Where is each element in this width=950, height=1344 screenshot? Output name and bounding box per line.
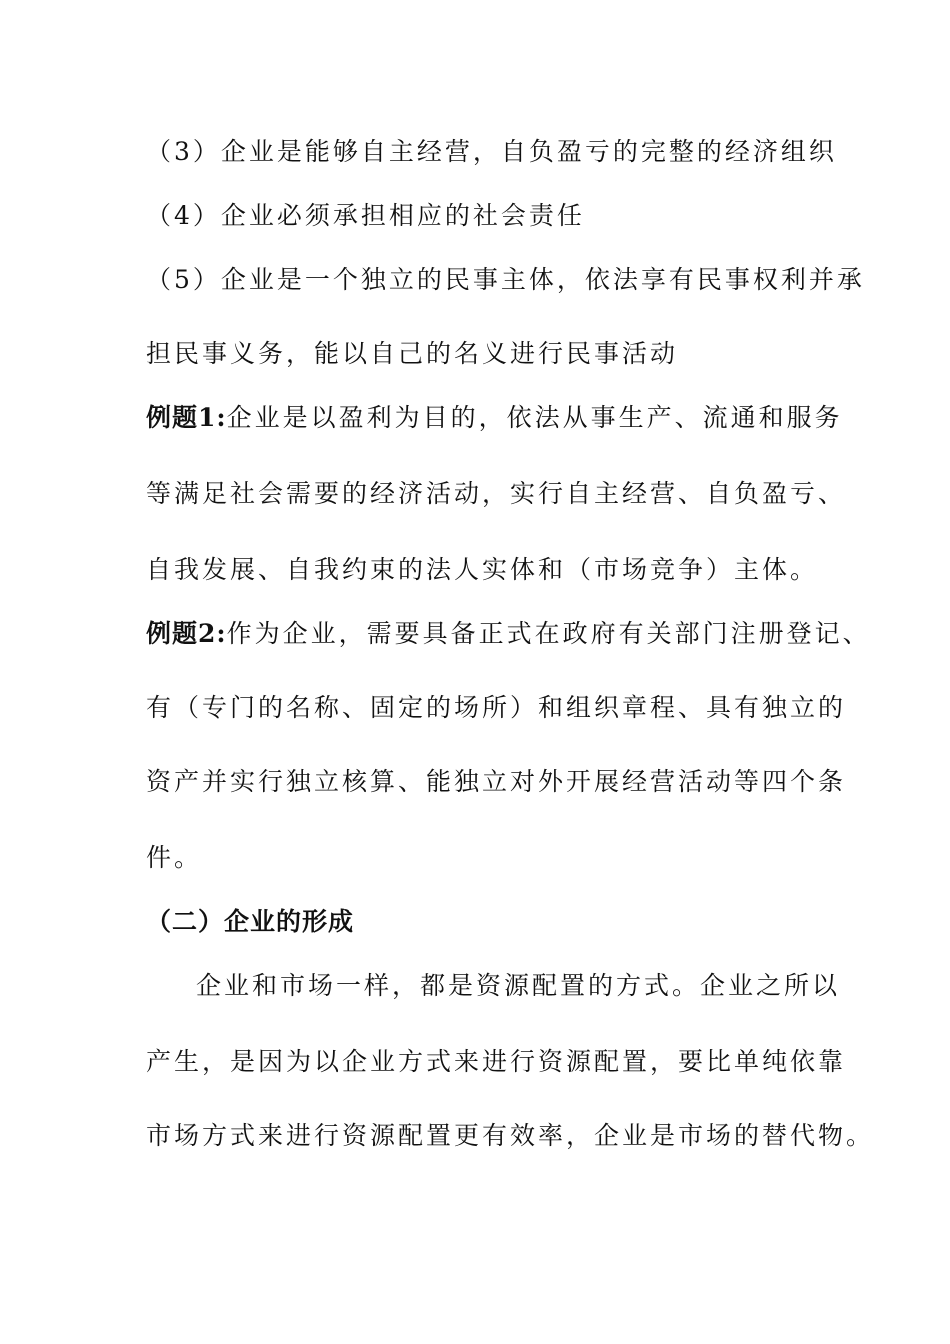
example-1-line-2: 等满足社会需要的经济活动，实行自主经营、自负盈亏、 (146, 479, 847, 508)
section-heading: （二）企业的形成 (146, 907, 355, 936)
example-2-label: 例题2: (146, 619, 227, 648)
list-item-4: （4）企业必须承担相应的社会责任 (146, 201, 585, 230)
example-2-line-3: 资产并实行独立核算、能独立对外开展经营活动等四个条 (146, 767, 847, 796)
example-1-line-1 (146, 402, 843, 434)
example-2-text-1: 作为企业，需要具备正式在政府有关部门注册登记、 (226, 619, 871, 648)
example-1-line-3: 自我发展、自我约束的法人实体和（市场竞争）主体。 (146, 555, 819, 584)
example-2-line-2: 有（专门的名称、固定的场所）和组织章程、具有独立的 (146, 693, 847, 722)
list-item-5-line-1: （5）企业是一个独立的民事主体，依法享有民事权利并承 (146, 265, 865, 294)
list-item-3: （3）企业是能够自主经营，自负盈亏的完整的经济组织 (146, 137, 837, 166)
list-item-5-line-2: 担民事义务，能以自己的名义进行民事活动 (146, 339, 679, 368)
example-1-label: 例题1: (146, 403, 227, 432)
paragraph-line-3: 市场方式来进行资源配置更有效率，企业是市场的替代物。 (146, 1121, 875, 1150)
paragraph-line-1: 企业和市场一样，都是资源配置的方式。企业之所以 (196, 971, 841, 1000)
paragraph-line-2: 产生，是因为以企业方式来进行资源配置，要比单纯依靠 (146, 1047, 847, 1076)
example-2-line-4: 件。 (146, 843, 203, 872)
example-1-text-1: 企业是以盈利为目的，依法从事生产、流通和服务 (226, 403, 843, 432)
example-2-line-1 (146, 618, 871, 650)
